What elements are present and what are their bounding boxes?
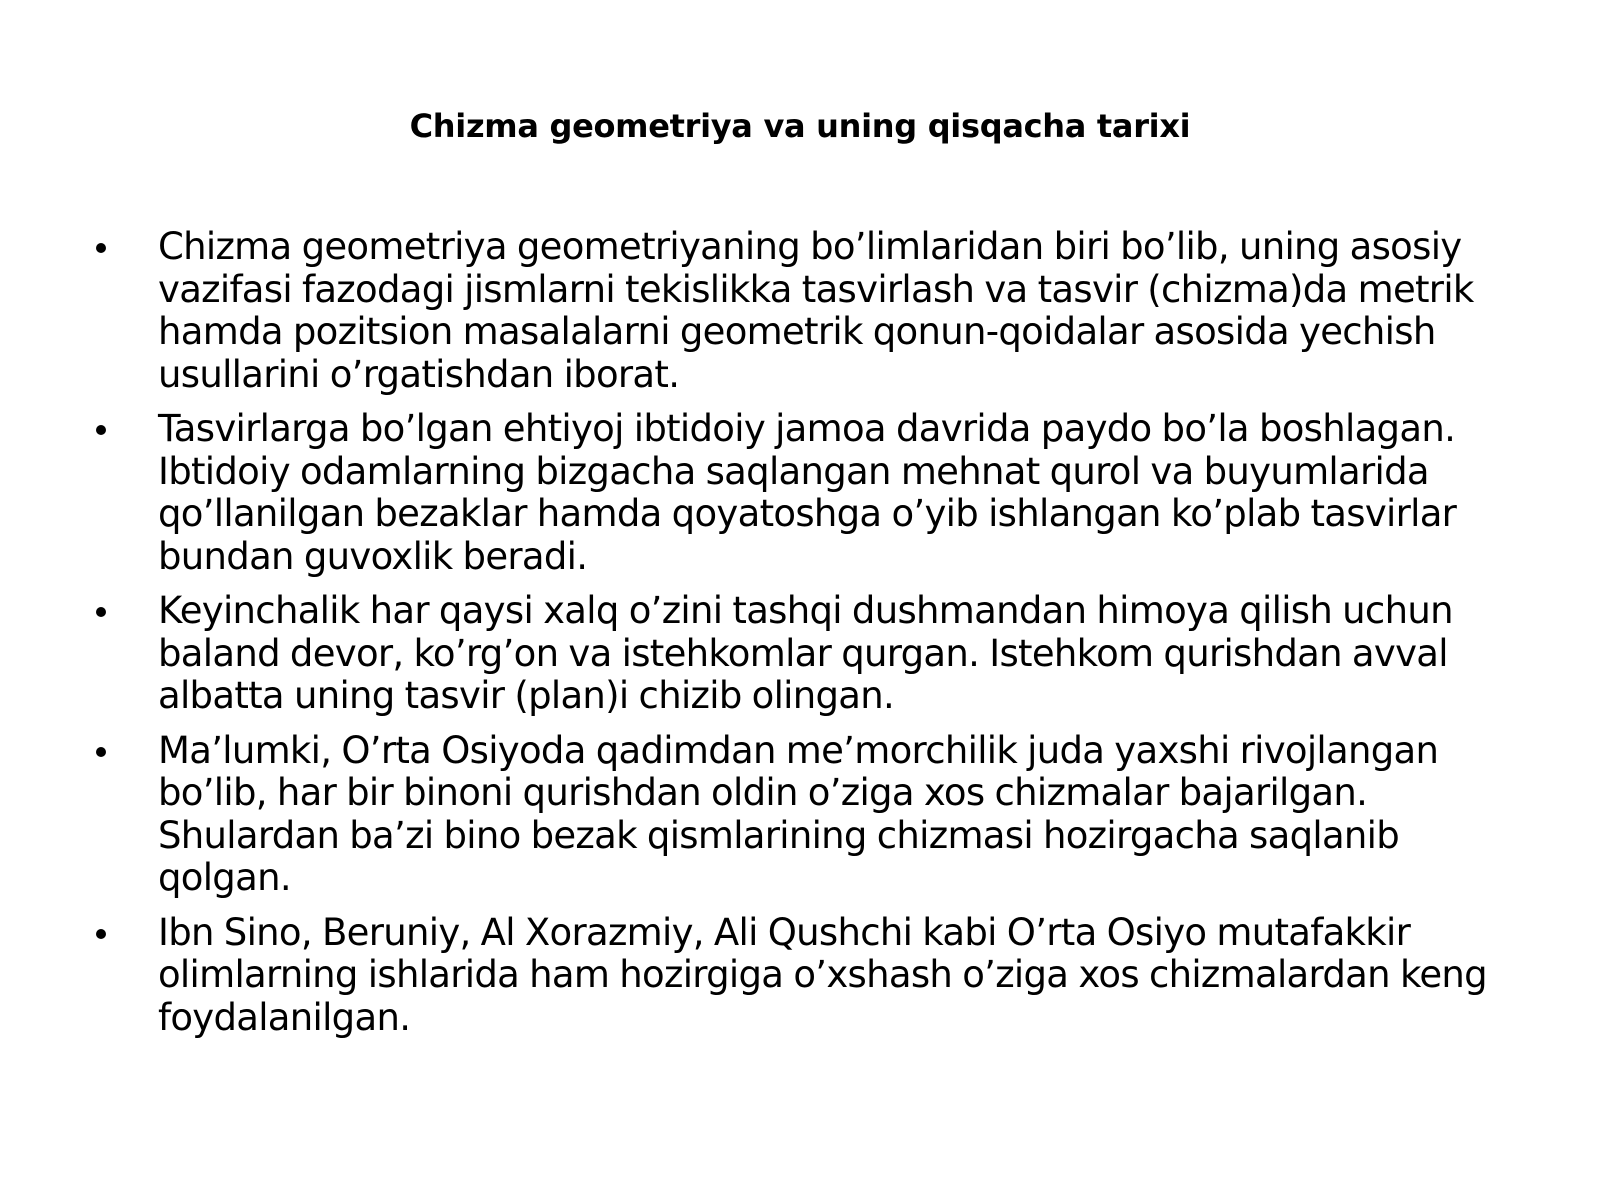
bullet-item [96, 730, 1516, 900]
bullet-text: Chizma geometriya geometriyaning bo’limlaridan biri bo’lib, uning asosiy vazifasi fazodagi jismlarni tekislikka tasvirlash va tasvir (chizma)da metrik hamda pozitsion masalalarni geometrik qonun-qoidalar asosida yechish usullarini o’rgatishdan iborat. [158, 225, 1474, 396]
slide-title: Chizma geometriya va uning qisqacha tarixi [409, 107, 1191, 145]
bullet-dot-icon [96, 747, 106, 757]
bullet-item [96, 912, 1516, 1040]
bullet-item [96, 590, 1516, 718]
bullet-dot-icon [96, 243, 106, 253]
bullet-list [96, 226, 1516, 1051]
bullet-text: Ibn Sino, Beruniy, Al Xorazmiy, Ali Qushchi kabi O’rta Osiyo mutafakkir olimlarning ishlarida ham hozirgiga o’xshash o’ziga xos chizmalardan keng foydalanilgan. [158, 910, 1487, 1039]
bullet-text: Ma’lumki, O’rta Osiyoda qadimdan me’morchilik juda yaxshi rivojlangan bo’lib, har bir binoni qurishdan oldin o’ziga xos chizmalar bajarilgan. Shulardan ba’zi bino bezak qismlarining chizmasi hozirgacha saqlanib qolgan. [158, 728, 1439, 899]
bullet-text: Tasvirlarga bo’lgan ehtiyoj ibtidoiy jamoa davrida paydo bo’la boshlagan. Ibtidoiy odamlarning bizgacha saqlangan mehnat qurol va buyumlarida qo’llanilgan bezaklar hamda qoyatoshga o’yib ishlangan ko’plab tasvirlar bundan guvoxlik beradi. [158, 407, 1457, 578]
bullet-text: Keyinchalik har qaysi xalq o’zini tashqi dushmandan himoya qilish uchun baland devor, ko’rg’on va istehkomlar qurgan. Istehkom qurishdan avval albatta uning tasvir (plan)i chizib olingan. [158, 589, 1453, 717]
bullet-dot-icon [96, 929, 106, 939]
bullet-item [96, 408, 1516, 578]
bullet-dot-icon [96, 425, 106, 435]
bullet-dot-icon [96, 607, 106, 617]
bullet-item [96, 226, 1516, 396]
